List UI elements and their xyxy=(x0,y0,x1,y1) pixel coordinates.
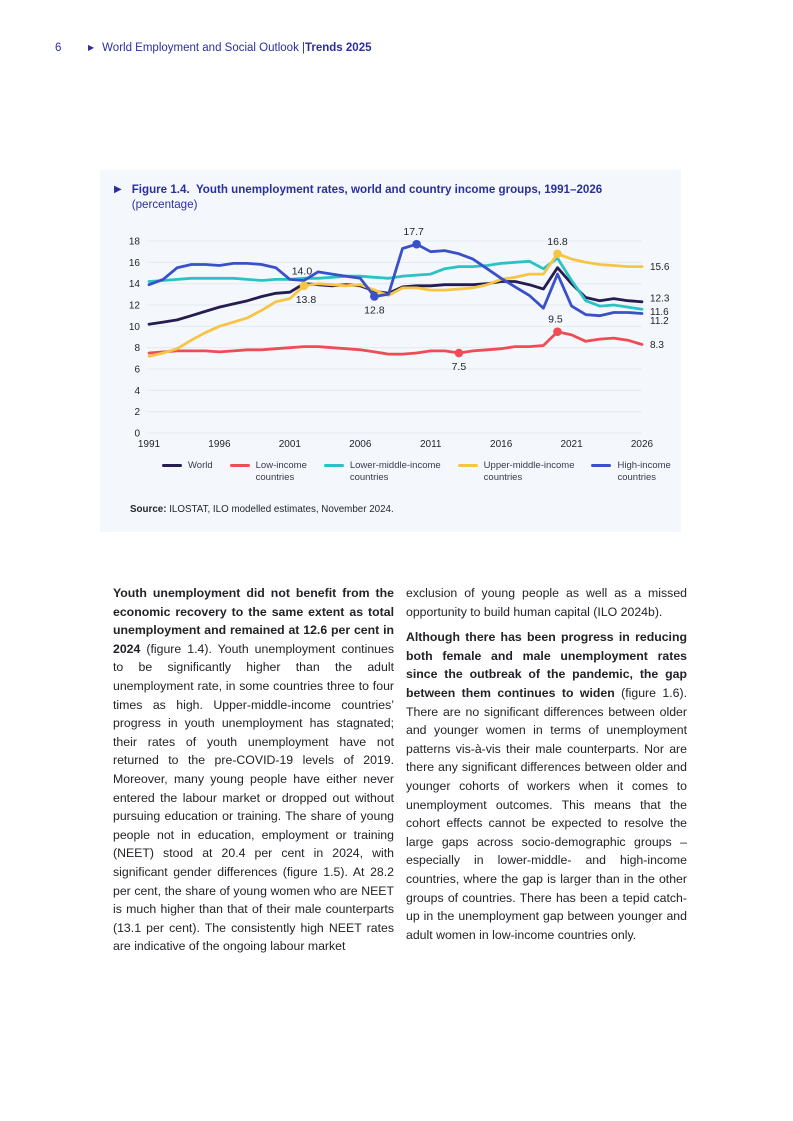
svg-text:12.3: 12.3 xyxy=(650,293,670,305)
svg-text:14.0: 14.0 xyxy=(291,265,313,278)
legend-label: countries xyxy=(255,471,295,483)
legend-item-world xyxy=(162,460,213,483)
left-column xyxy=(113,584,394,956)
legend-label: Lower-middle-income xyxy=(349,460,441,471)
paragraph-text: (figure 1.4). Youth unemployment continues to be significantly higher than the adult unemployment rate, in some countries three to four times as high. Upper-middle-income countries’ progress in youth unemployment has stagnated; their rates of youth unemployment have not returned to the pre-COVID-19 levels of 2019. Moreover, many young people have either never entered the labour market or dropped out without pursuing education or training. The share of young people not in education, employment or training (NEET) stood at 20.4 per cent in 2024, with significant gender differences (figure 1.5). At 28.2 per cent, the share of young women who are NEET is much higher than that of their male counterparts (13.1 per cent). The consistently high NEET rates are indicative of the ongoing labour market xyxy=(113,641,394,954)
svg-text:16.8: 16.8 xyxy=(547,235,568,248)
svg-text:10: 10 xyxy=(128,321,140,333)
figure-title-text: Youth unemployment rates, world and country income groups, 1991–2026 xyxy=(195,183,603,196)
svg-text:11.2: 11.2 xyxy=(650,316,669,328)
svg-text:18: 18 xyxy=(128,236,140,248)
svg-text:8: 8 xyxy=(134,343,140,355)
svg-text:1991: 1991 xyxy=(137,439,161,450)
world-line-swatch xyxy=(162,464,182,467)
upper-middle-income-line-swatch xyxy=(458,464,478,467)
svg-text:2001: 2001 xyxy=(278,439,301,450)
low-income-line-swatch xyxy=(230,464,250,467)
figure-label: Figure 1.4. xyxy=(131,183,190,196)
figure-source xyxy=(130,504,681,515)
legend-item-lower-middle-income xyxy=(324,460,441,483)
youth-unemployment-line-chart xyxy=(100,225,676,457)
page-number: 6 xyxy=(55,42,62,54)
svg-text:17.7: 17.7 xyxy=(403,226,424,239)
legend-label: World xyxy=(188,460,213,471)
svg-text:6: 6 xyxy=(134,364,140,376)
svg-text:2021: 2021 xyxy=(560,439,583,450)
header-arrow-icon: ▶ xyxy=(88,43,95,52)
high-income-line-swatch xyxy=(591,464,611,467)
figure-arrow-icon: ▶ xyxy=(114,184,122,195)
svg-text:16: 16 xyxy=(128,257,140,269)
legend-label: Low-income xyxy=(255,460,307,471)
svg-text:9.5: 9.5 xyxy=(548,313,563,326)
right-column xyxy=(406,584,687,956)
source-text: ILOSTAT, ILO modelled estimates, November 2024. xyxy=(166,504,394,515)
legend-label: Upper-middle-income xyxy=(483,460,575,471)
legend-label: High-income xyxy=(617,460,671,471)
svg-text:2016: 2016 xyxy=(490,439,513,450)
figure-1-4-panel xyxy=(100,170,681,532)
paragraph-lead-bold: Although there has been progress in reducing both female and male unemployment rates since the outbreak of the pandemic, the gap between them continues to widen xyxy=(406,630,687,700)
svg-text:12.8: 12.8 xyxy=(364,304,385,317)
svg-text:2011: 2011 xyxy=(419,439,442,450)
svg-text:8.3: 8.3 xyxy=(650,339,664,351)
svg-text:4: 4 xyxy=(134,385,140,397)
paragraph-text: (figure 1.6). There are no significant differences between older and younger women in terms of unemployment patterns vis-à-vis their male counterparts. Nor are there any significant differences between older and younger cohorts of workers when it comes to unemployment outcomes. This means that the cohort effects cannot be expected to resolve the large gaps across socio-demographic groups – especially in lower-middle- and high-income countries, where the gap is larger than in the other groups of countries. There has been a tepid catch-up in the unemployment gap between younger and adult women in low-income countries only. xyxy=(406,685,687,942)
svg-text:2026: 2026 xyxy=(630,439,654,450)
lower-middle-income-line-swatch xyxy=(324,464,344,467)
svg-text:14: 14 xyxy=(128,279,140,291)
legend-item-low-income xyxy=(230,460,307,483)
chart-container xyxy=(100,225,681,462)
paragraph-text: exclusion of young people as well as a missed opportunity to build human capital (ILO 2024b). xyxy=(406,586,687,619)
legend-item-high-income xyxy=(591,460,670,483)
body-text xyxy=(113,584,687,956)
paragraph xyxy=(113,584,394,956)
svg-text:1996: 1996 xyxy=(208,439,231,450)
paragraph xyxy=(406,628,687,944)
svg-text:12: 12 xyxy=(128,300,140,312)
paragraph xyxy=(406,584,687,621)
svg-text:0: 0 xyxy=(134,428,140,440)
page-header xyxy=(55,42,371,54)
figure-subtitle: (percentage) xyxy=(131,198,198,211)
svg-text:7.5: 7.5 xyxy=(451,361,467,373)
svg-text:2006: 2006 xyxy=(349,439,372,450)
header-title-bold: Trends 2025 xyxy=(305,42,372,54)
paragraph-lead-bold: Youth unemployment did not benefit from the economic recovery to the same extent as total unemployment and remained at 12.6 per cent in 2024 xyxy=(113,586,394,656)
svg-text:13.8: 13.8 xyxy=(295,293,317,306)
chart-legend xyxy=(162,460,681,483)
figure-title xyxy=(100,170,681,212)
svg-text:2: 2 xyxy=(134,407,140,419)
legend-label: countries xyxy=(617,471,657,483)
svg-text:11.6: 11.6 xyxy=(650,306,669,318)
legend-item-upper-middle-income xyxy=(458,460,575,483)
svg-text:15.6: 15.6 xyxy=(650,262,670,274)
header-title: World Employment and Social Outlook | xyxy=(102,42,305,54)
legend-label: countries xyxy=(349,471,389,483)
legend-label: countries xyxy=(483,471,523,483)
source-label: Source: xyxy=(130,504,167,515)
